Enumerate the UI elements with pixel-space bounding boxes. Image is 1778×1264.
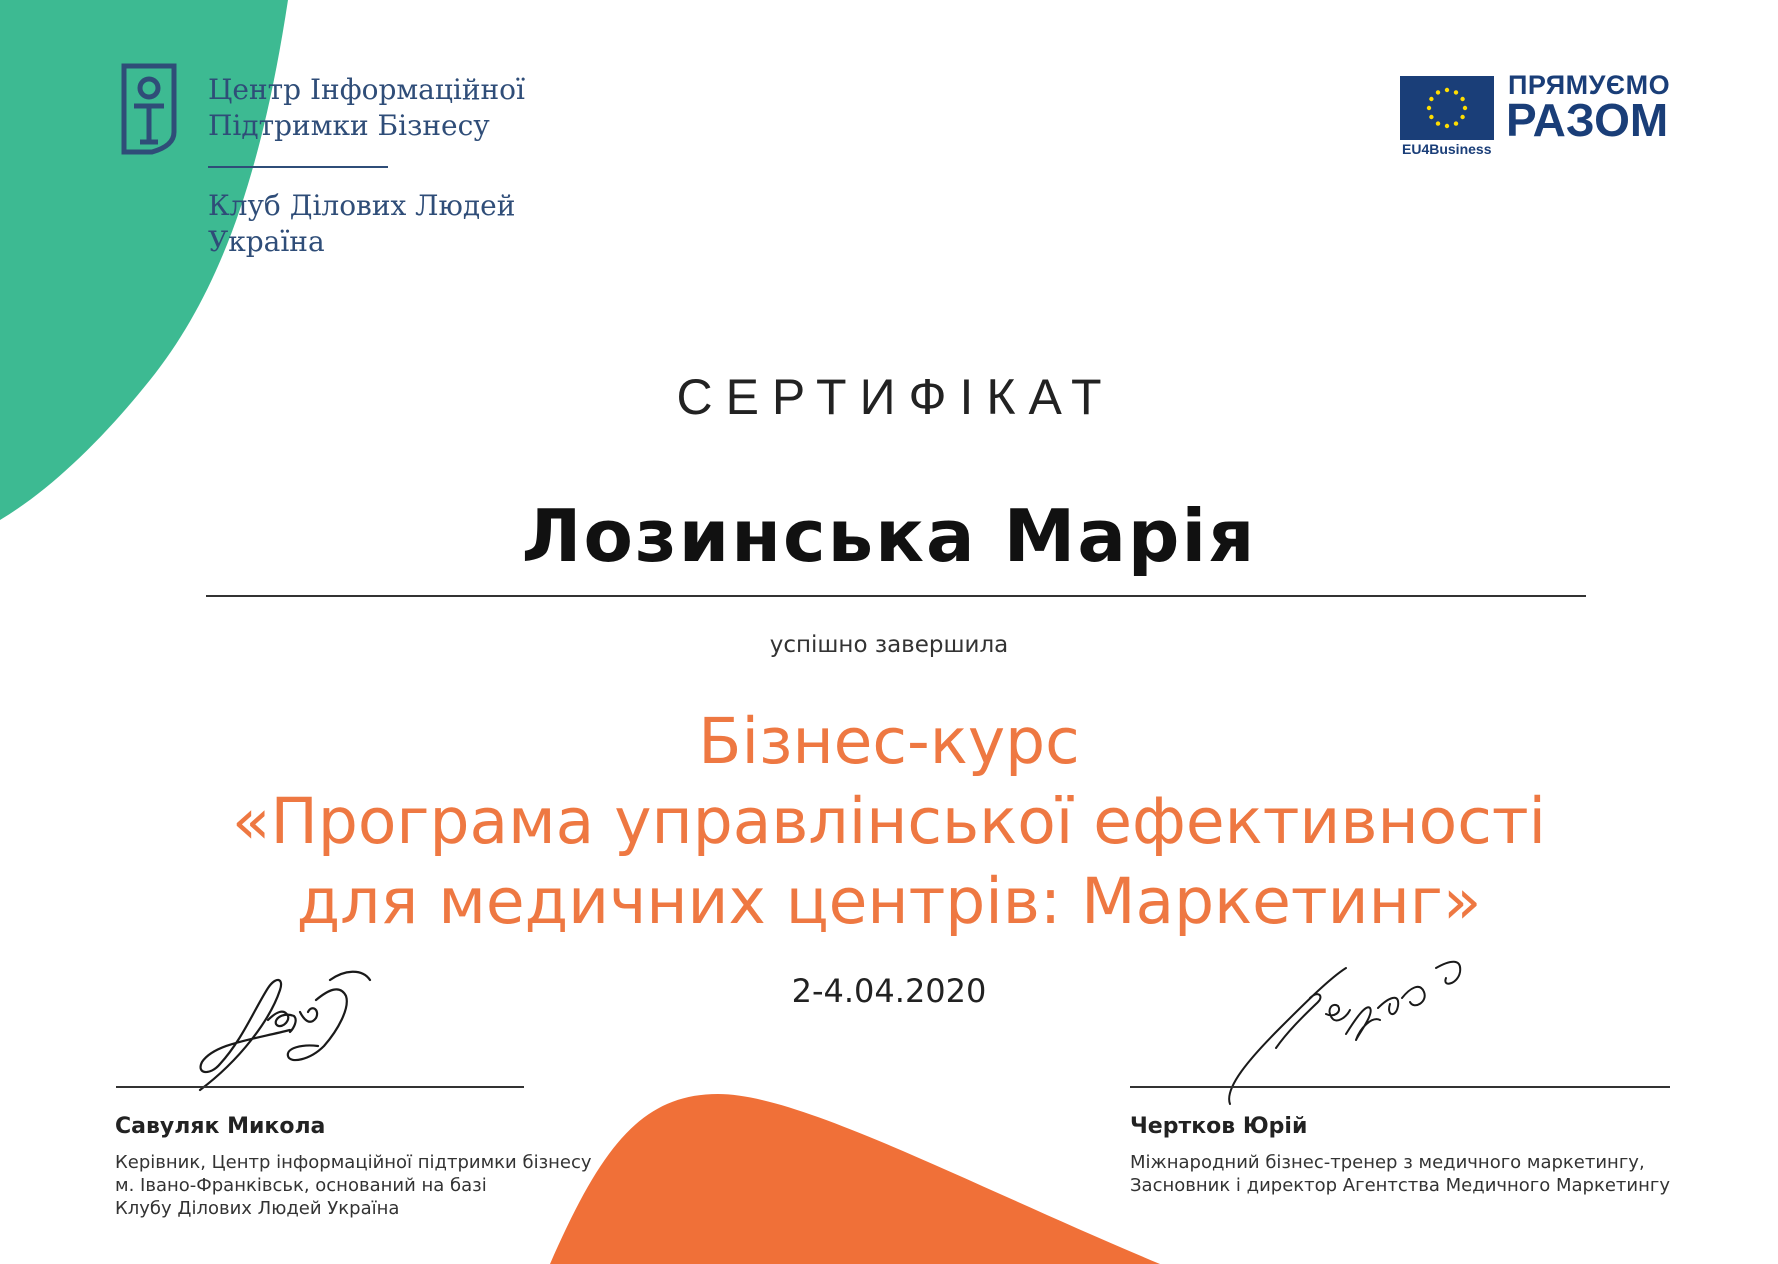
- signatory-left-name: Савуляк Микола: [115, 1114, 326, 1139]
- organization-name: [208, 72, 568, 144]
- organization-divider: [208, 166, 388, 168]
- signatory-left-role-line-3: Клубу Ділових Людей Україна: [115, 1198, 400, 1219]
- signatory-right-role-line-2: Засновник і директор Агентства Медичного Маркетингу: [1130, 1175, 1670, 1196]
- recipient-name: Лозинська Марія: [521, 494, 1257, 578]
- signatory-left-role: [115, 1151, 592, 1220]
- eu-slogan-line-1: ПРЯМУЄМО: [1508, 70, 1671, 100]
- signatory-left-role-line-2: м. Івано-Франківськ, оснований на базі: [115, 1175, 487, 1196]
- certificate-title: СЕРТИФІКАТ: [676, 369, 1115, 425]
- signature-line-left: [116, 1086, 524, 1088]
- signatory-right-role: [1130, 1151, 1670, 1197]
- eu-flag-icon: [1400, 76, 1494, 140]
- club-name-line-2: Україна: [208, 225, 325, 258]
- eu-slogan-line-2: РАЗОМ: [1506, 94, 1669, 146]
- completion-text: успішно завершила: [769, 632, 1009, 658]
- organization-name-line-1: Центр Інформаційної: [208, 73, 525, 106]
- eu-caption: EU4Business: [1402, 141, 1492, 157]
- course-title-line-3: для медичних центрів: Маркетинг»: [296, 865, 1482, 938]
- signatory-right-name: Чертков Юрій: [1130, 1114, 1308, 1139]
- course-date: 2-4.04.2020: [791, 972, 987, 1010]
- course-title: [0, 702, 1778, 942]
- organization-name-line-2: Підтримки Бізнесу: [208, 109, 490, 142]
- club-name: [208, 188, 515, 260]
- club-name-line-1: Клуб Ділових Людей: [208, 189, 516, 222]
- course-title-line-2: «Програма управлінської ефективності: [231, 785, 1547, 858]
- info-person-icon: [118, 62, 180, 156]
- course-title-line-1: Бізнес-курс: [698, 705, 1080, 778]
- signatory-right-role-line-1: Міжнародний бізнес-тренер з медичного маркетингу,: [1130, 1152, 1645, 1173]
- signature-left: [180, 960, 400, 1100]
- signatory-left-role-line-1: Керівник, Центр інформаційної підтримки бізнесу: [115, 1152, 592, 1173]
- signature-line-right: [1130, 1086, 1670, 1088]
- recipient-underline: [206, 595, 1586, 597]
- orange-bottom-shape: [550, 1094, 1160, 1264]
